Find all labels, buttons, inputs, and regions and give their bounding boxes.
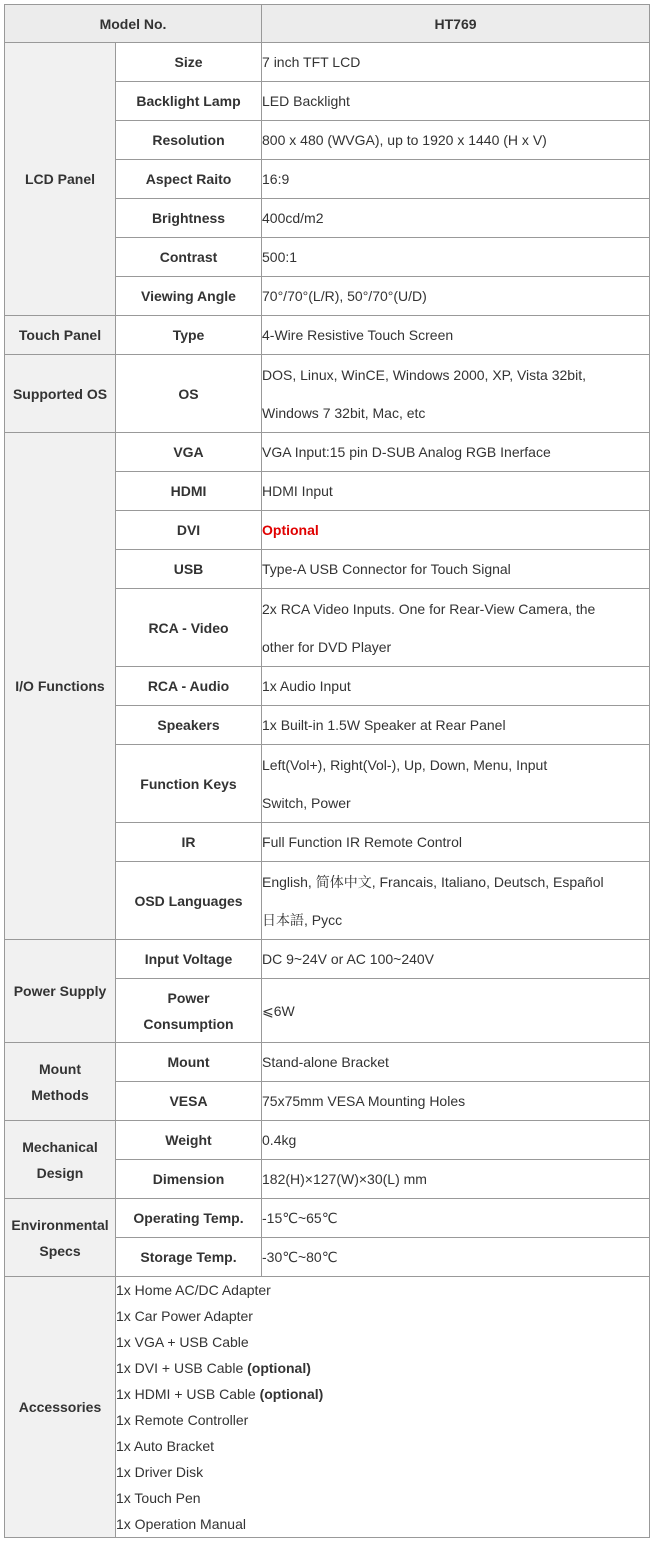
spec-label: RCA - Audio — [116, 667, 262, 706]
category-line: Mechanical — [22, 1138, 98, 1155]
spec-label: Operating Temp. — [116, 1199, 262, 1238]
category-line: Mount — [39, 1060, 81, 1077]
table-row — [5, 940, 650, 979]
list-item: 1x Touch Pen — [116, 1490, 201, 1506]
spec-label: Function Keys — [116, 745, 262, 823]
spec-label: Resolution — [116, 121, 262, 160]
spec-label: OS — [116, 355, 262, 433]
spec-value: -30℃~80℃ — [262, 1238, 650, 1277]
spec-label: HDMI — [116, 472, 262, 511]
spec-value — [262, 862, 650, 940]
category-io-functions: I/O Functions — [5, 433, 116, 940]
spec-label: OSD Languages — [116, 862, 262, 940]
spec-value: 800 x 480 (WVGA), up to 1920 x 1440 (H x V) — [262, 121, 650, 160]
spec-value: 400cd/m2 — [262, 199, 650, 238]
spec-label-line: Consumption — [143, 1015, 234, 1032]
spec-value: 1x Audio Input — [262, 667, 650, 706]
category-line: Environmental — [11, 1216, 109, 1233]
spec-label: DVI — [116, 511, 262, 550]
category-mechanical-design — [5, 1121, 116, 1199]
category-environmental-specs — [5, 1199, 116, 1277]
table-row — [5, 43, 650, 82]
spec-value: 70°/70°(L/R), 50°/70°(U/D) — [262, 277, 650, 316]
spec-value: Full Function IR Remote Control — [262, 823, 650, 862]
spec-value: HDMI Input — [262, 472, 650, 511]
spec-value-line: Windows 7 32bit, Mac, etc — [262, 404, 426, 421]
list-item: 1x Car Power Adapter — [116, 1308, 253, 1324]
spec-value: Type-A USB Connector for Touch Signal — [262, 550, 650, 589]
category-supported-os: Supported OS — [5, 355, 116, 433]
spec-label-line: Power — [167, 989, 210, 1006]
spec-value: Stand-alone Bracket — [262, 1043, 650, 1082]
spec-label: Size — [116, 43, 262, 82]
header-row — [5, 5, 650, 43]
table-row — [5, 355, 650, 433]
spec-label: Dimension — [116, 1160, 262, 1199]
optional-text: Optional — [262, 522, 319, 538]
category-mount-methods — [5, 1043, 116, 1121]
spec-value: 1x Built-in 1.5W Speaker at Rear Panel — [262, 706, 650, 745]
spec-label: Brightness — [116, 199, 262, 238]
spec-value-line: 日本語, Pycc — [262, 911, 343, 928]
spec-label: Aspect Raito — [116, 160, 262, 199]
spec-value: -15℃~65℃ — [262, 1199, 650, 1238]
category-accessories: Accessories — [5, 1277, 116, 1538]
spec-value-line: Switch, Power — [262, 794, 351, 811]
table-row — [5, 433, 650, 472]
list-item: 1x VGA + USB Cable — [116, 1334, 249, 1350]
spec-label — [116, 979, 262, 1043]
spec-table — [4, 4, 650, 1538]
spec-value-line: Left(Vol+), Right(Vol-), Up, Down, Menu, Input — [262, 756, 548, 773]
spec-value-line: other for DVD Player — [262, 638, 392, 655]
spec-value: 4-Wire Resistive Touch Screen — [262, 316, 650, 355]
list-item: 1x Auto Bracket — [116, 1438, 215, 1454]
category-lcd-panel: LCD Panel — [5, 43, 116, 316]
category-touch-panel: Touch Panel — [5, 316, 116, 355]
spec-value: 0.4kg — [262, 1121, 650, 1160]
spec-label: RCA - Video — [116, 589, 262, 667]
spec-value: 500:1 — [262, 238, 650, 277]
spec-label: Backlight Lamp — [116, 82, 262, 121]
spec-label: Weight — [116, 1121, 262, 1160]
accessories-list — [116, 1277, 650, 1538]
spec-value — [262, 589, 650, 667]
spec-label: Contrast — [116, 238, 262, 277]
spec-value-line: 2x RCA Video Inputs. One for Rear-View Camera, the — [262, 600, 596, 617]
table-row — [5, 1277, 650, 1538]
table-row — [5, 1043, 650, 1082]
spec-value: VGA Input:15 pin D-SUB Analog RGB Inerface — [262, 433, 650, 472]
spec-value-line: English, 简体中文, Francais, Italiano, Deutsch, Español — [262, 873, 604, 890]
spec-value: LED Backlight — [262, 82, 650, 121]
spec-label: Type — [116, 316, 262, 355]
spec-value: 7 inch TFT LCD — [262, 43, 650, 82]
spec-label: Storage Temp. — [116, 1238, 262, 1277]
spec-label: VGA — [116, 433, 262, 472]
spec-value: DC 9~24V or AC 100~240V — [262, 940, 650, 979]
spec-label: USB — [116, 550, 262, 589]
spec-value: 182(H)×127(W)×30(L) mm — [262, 1160, 650, 1199]
spec-label: IR — [116, 823, 262, 862]
category-line: Specs — [39, 1242, 81, 1259]
list-item: 1x HDMI + USB Cable (optional) — [116, 1386, 324, 1402]
table-row — [5, 1121, 650, 1160]
list-item: 1x Operation Manual — [116, 1516, 246, 1532]
spec-label: Input Voltage — [116, 940, 262, 979]
spec-label: VESA — [116, 1082, 262, 1121]
category-line: Design — [36, 1164, 84, 1181]
spec-value: ⩽6W — [262, 979, 650, 1043]
spec-value — [262, 745, 650, 823]
spec-value — [262, 355, 650, 433]
spec-value: 75x75mm VESA Mounting Holes — [262, 1082, 650, 1121]
spec-label: Viewing Angle — [116, 277, 262, 316]
list-item: 1x Home AC/DC Adapter — [116, 1282, 271, 1298]
list-item: 1x DVI + USB Cable (optional) — [116, 1360, 311, 1376]
spec-value-line: DOS, Linux, WinCE, Windows 2000, XP, Vista 32bit, — [262, 366, 586, 383]
table-row — [5, 1199, 650, 1238]
spec-label: Mount — [116, 1043, 262, 1082]
spec-label: Speakers — [116, 706, 262, 745]
spec-value — [262, 511, 650, 550]
model-no-header: Model No. — [5, 5, 262, 43]
model-value-header: HT769 — [262, 5, 650, 43]
table-row — [5, 316, 650, 355]
list-item: 1x Remote Controller — [116, 1412, 249, 1428]
category-power-supply: Power Supply — [5, 940, 116, 1043]
list-item: 1x Driver Disk — [116, 1464, 204, 1480]
category-line: Methods — [31, 1086, 89, 1103]
spec-value: 16:9 — [262, 160, 650, 199]
